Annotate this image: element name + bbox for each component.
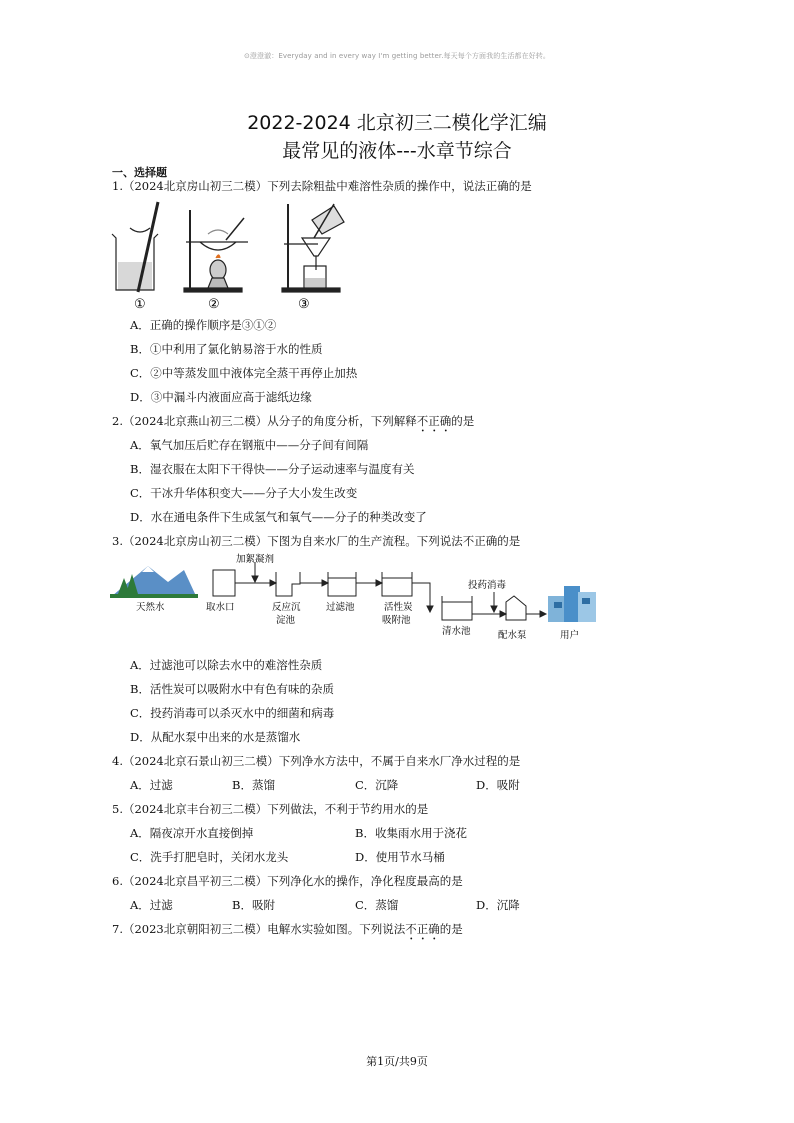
- q4-option-b: B．蒸馏: [232, 778, 275, 792]
- q3-option-a: A．过滤池可以除去水中的难溶性杂质: [130, 658, 323, 672]
- q1-option-b: B．①中利用了氯化钠易溶于水的性质: [130, 342, 323, 356]
- q3-option-d: D．从配水泵中出来的水是蒸馏水: [130, 730, 301, 744]
- carbon-tank: [382, 572, 412, 596]
- q1-option-c: C．②中等蒸发皿中液体完全蒸干再停止加热: [130, 366, 358, 380]
- page-subtitle: 最常见的液体---水章节综合: [282, 140, 512, 162]
- figure-label-3: ③: [298, 297, 310, 312]
- q2-option-c: C．干冰升华体积变大——分子大小发生改变: [130, 486, 358, 500]
- q1-option-a: A．正确的操作顺序是③①②: [130, 318, 277, 332]
- q6-option-c: C．蒸馏: [355, 898, 399, 912]
- q1-apparatus-figure: [108, 198, 348, 314]
- label-filter: 过滤池: [326, 602, 355, 613]
- question-7-stem: 7.（2023北京朝阳初三二模）电解水实验如图。下列说法不正确的是: [112, 922, 463, 936]
- clear-tank: [442, 596, 472, 620]
- question-3-stem: 3.（2024北京房山初三二模）下图为自来水厂的生产流程。下列说法不正确的是: [112, 534, 521, 548]
- question-6-stem: 6.（2024北京昌平初三二模）下列净化水的操作，净化程度最高的是: [112, 874, 463, 888]
- q2-option-b: B．湿衣服在太阳下干得快——分子运动速率与温度有关: [130, 462, 415, 476]
- pump-shape: [506, 596, 526, 620]
- question-1-stem: 1.（2024北京房山初三二模）下列去除粗盐中难溶性杂质的操作中，说法正确的是: [112, 179, 532, 193]
- water-treatment-flow-diagram: [108, 552, 608, 652]
- label-pump: 配水泵: [498, 630, 527, 641]
- q1-option-d: D．③中漏斗内液面应高于滤纸边缘: [130, 390, 312, 404]
- page-title: 2022-2024 北京初三二模化学汇编: [247, 112, 547, 134]
- q4-option-c: C．沉降: [355, 778, 399, 792]
- label-clear-water: 清水池: [442, 626, 471, 637]
- question-4-stem: 4.（2024北京石景山初三二模）下列净水方法中，不属于自来水厂净水过程的是: [112, 754, 521, 768]
- page-footer: 第1页/共9页: [366, 1055, 428, 1068]
- q2-option-a: A．氧气加压后贮存在钢瓶中——分子间有间隔: [130, 438, 369, 452]
- label-intake: 取水口: [206, 602, 235, 613]
- q5-option-c: C．洗手打肥皂时，关闭水龙头: [130, 850, 289, 864]
- q3-option-c: C．投药消毒可以杀灭水中的细菌和病毒: [130, 706, 335, 720]
- question-5-stem: 5.（2024北京丰台初三二模）下列做法，不利于节约用水的是: [112, 802, 429, 816]
- filter-tank: [328, 572, 356, 596]
- section-heading: 一、选择题: [112, 166, 167, 179]
- q6-option-d: D．沉降: [476, 898, 520, 912]
- label-carbon-1: 活性炭: [384, 602, 413, 613]
- evaporation-stand-figure: [184, 210, 248, 292]
- label-carbon-2: 吸附池: [382, 615, 411, 626]
- q3-option-b: B．活性炭可以吸附水中有色有味的杂质: [130, 682, 334, 696]
- beaker-stirring-figure: [112, 202, 158, 292]
- label-natural-water: 天然水: [136, 602, 165, 613]
- q2-option-d: D．水在通电条件下生成氢气和氧气——分子的种类改变了: [130, 510, 427, 524]
- watermark: ⊙澄澄澈：Everyday and in every way I'm getting better.每天每个方面我的生活都在好转。: [243, 52, 551, 60]
- label-disinfect: 投药消毒: [468, 580, 507, 591]
- intake-box: [213, 570, 235, 596]
- label-user: 用户: [560, 630, 580, 641]
- user-buildings-icon: [548, 586, 596, 622]
- label-reaction-2: 淀池: [276, 615, 296, 626]
- label-reaction-1: 反应沉: [272, 602, 301, 613]
- natural-water-icon: [110, 566, 198, 598]
- filtration-stand-figure: [282, 204, 344, 292]
- reaction-tank: [276, 572, 300, 596]
- label-coagulant: 加絮凝剂: [236, 554, 275, 565]
- q4-option-d: D．吸附: [476, 778, 520, 792]
- q4-option-a: A．过滤: [130, 778, 173, 792]
- q5-option-d: D．使用节水马桶: [355, 850, 445, 864]
- figure-label-2: ②: [208, 297, 220, 312]
- q6-option-b: B．吸附: [232, 898, 275, 912]
- q5-option-b: B．收集雨水用于浇花: [355, 826, 467, 840]
- q5-option-a: A．隔夜凉开水直接倒掉: [130, 826, 254, 840]
- question-2-stem: 2.（2024北京燕山初三二模）从分子的角度分析，下列解释不正确的是: [112, 414, 475, 428]
- q6-option-a: A．过滤: [130, 898, 173, 912]
- figure-label-1: ①: [134, 297, 146, 312]
